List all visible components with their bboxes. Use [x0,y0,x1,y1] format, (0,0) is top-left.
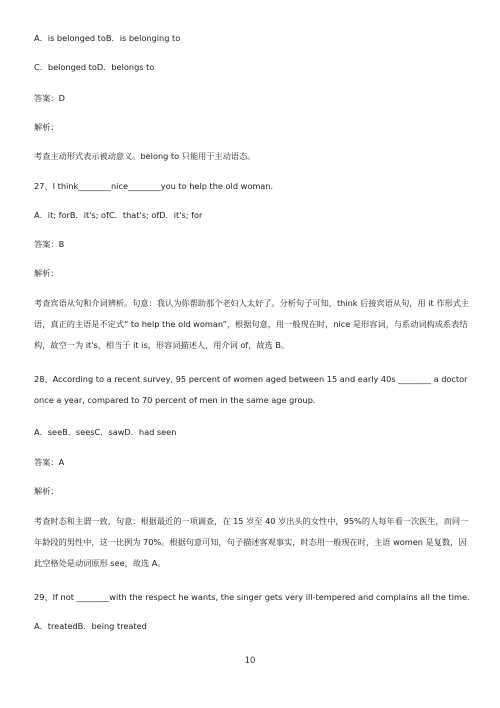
question-29: 29、If not ________with the respect he wants, the singer gets very ill-tempered and complains all the time. [34,592,470,602]
page-number: 10 [244,656,256,666]
analysis-label: 解析： [34,122,59,132]
analysis-paragraph: 考查宾语从句和介词辨析。句意：我认为你帮助那个老妇人太好了。分析句子可知，think 后接宾语从句，用 it 作形式主语，真正的主语是不定式“ to help the old woman”，根据句意，用一般现在时，nice 是形容词，与系动词构成系表结构，故空一为 it's，相当于 it is，形容词描述人，用介词 of，故选 B。 [34,298,470,350]
option-line: C．belonged toD．belongs to [34,62,155,72]
answer-line: 答案：D [34,93,65,103]
answer-line: 答案：A [34,457,65,467]
analysis-label: 解析： [34,486,59,496]
question-28: 28、According to a recent survey, 95 percent of women aged between 15 and early 40s ________ a doctor once a year, compared to 70 percent of men in the same age group. [34,374,468,405]
analysis-label: 解析： [34,268,59,278]
option-line: A．treatedB．being treated [34,621,147,631]
question-27: 27、I think________nice________you to help the old woman. [34,181,274,191]
answer-line: 答案：B [34,239,65,249]
option-line: A．it; forB．it's; ofC．that's; ofD．it's; for [34,210,203,220]
analysis-text: 考查主动形式表示被动意义。belong to 只能用于主动语态。 [34,151,256,161]
option-line: A．seeB．seesC．sawD．had seen [34,427,177,437]
analysis-paragraph: 考查时态和主谓一致，句意：根据最近的一项调查，在 15 岁至 40 岁出头的女性中，95%的人每年看一次医生，而同一年龄段的男性中，这一比例为 70%。根据句意可知，句子描述客观事实，时态用一般现在时，主语 women 是复数，因此空格处是动词原形 see，故选 A。 [34,516,469,568]
option-line: A．is belonged toB．is belonging to [34,33,181,43]
